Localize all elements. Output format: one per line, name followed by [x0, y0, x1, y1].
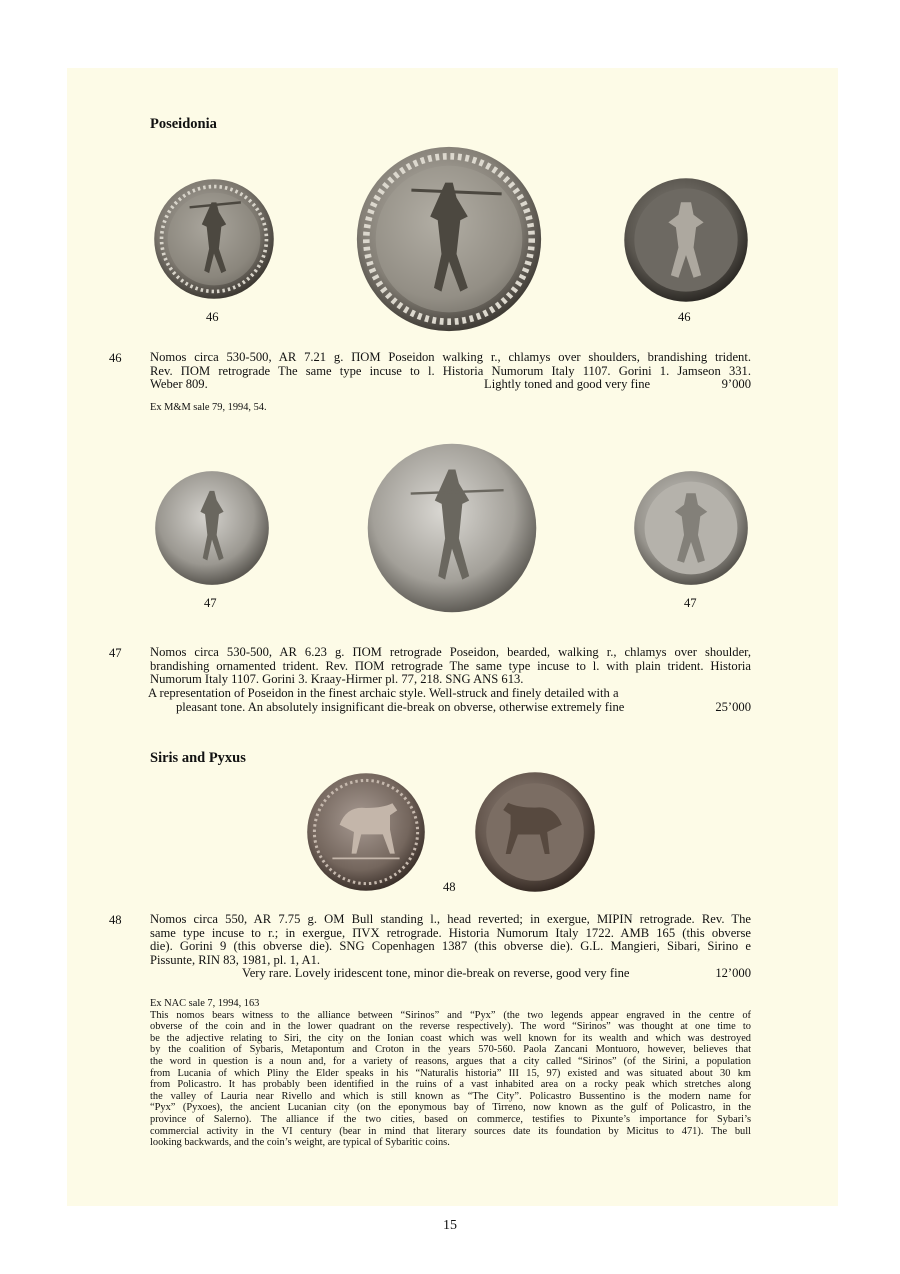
lot-number-48: 48: [109, 913, 122, 927]
lot-46-last-line: [150, 378, 751, 392]
lot-47-line: Numorum Italy 1107. Gorini 3. Kraay-Hirmer pl. 77, 218. SNG ANS 613.: [150, 672, 524, 687]
coin-label-47-left: 47: [204, 596, 217, 610]
coin-47-reverse: [631, 470, 751, 586]
lot-number-47: 47: [109, 646, 122, 660]
lot-46-reference-end: Weber 809.: [150, 377, 208, 392]
lot-48-note-line: by the coalition of Sybaris, Metapontum and Croton in the years 570-560. Paola Zancani Montuoro, however, believes that: [150, 1044, 751, 1056]
lot-48-price: 12’000: [715, 966, 751, 981]
lot-47-line: Nomos circa 530-500, AR 6.23 g. ΠΟΜ retrograde Poseidon, bearded, walking r., chlamys over shoulder,: [150, 645, 751, 659]
lot-48-note-line: This nomos bears witness to the alliance between “Sirinos” and “Pyx” (the two legends appear engraved in the centre of: [150, 1009, 751, 1021]
lot-46-grade: Lightly toned and good very fine: [484, 377, 651, 392]
lot-48-note-line: from Policastro. It has probably been identified in the ruins of a vast inhabited area on a rocky peak which stretches along: [150, 1079, 751, 1091]
lot-48-description: [150, 913, 751, 981]
page-number: 15: [443, 1218, 457, 1233]
coin-label-46-left: 46: [206, 310, 219, 324]
section-title-poseidonia: Poseidonia: [150, 116, 217, 132]
lot-48-line: same type incuse to r.; in exergue, ΠVX retrograde. Historia Numorum Italy 1722. AMB 165 (this obverse: [150, 925, 751, 940]
coin-47-obverse-small: [152, 470, 272, 586]
lot-48-note-line: commercial activity in the VI century (bear in mind that literary sources date its foundation by Micitus to 471). The bull: [150, 1125, 751, 1137]
coin-label-46-right: 46: [678, 310, 691, 324]
coin-label-48: 48: [443, 880, 456, 894]
lot-48-line: die). Gorini 9 (this obverse die). SNG Copenhagen 1387 (this obverse die). G.L. Mangieri, Sibari, Sirino e: [150, 939, 751, 954]
lot-48-note-line: looking backwards, and the coin’s weight, are typical of Sybaritic coins.: [150, 1137, 450, 1149]
coin-47-obverse-large: [362, 442, 542, 614]
lot-47-line: brandishing ornamented trident. Rev. ΠΟΜ retrograde The same type incuse to l. with plain trident. Historia: [150, 658, 751, 673]
lot-48-line: Pissunte, RIN 83, 1981, pl. 1, A1.: [150, 952, 321, 967]
coin-48-obverse: [305, 772, 427, 892]
lot-number-46: 46: [109, 351, 122, 365]
lot-46-description: [150, 351, 751, 392]
lot-48-note-line: from Lucania of which Pliny the Elder speaks in his “Naturalis historia” III 15, 97) existed and was situated about 30 km: [150, 1067, 751, 1079]
lot-46-line: Nomos circa 530-500, AR 7.21 g. ΠΟΜ Poseidon walking r., chlamys over shoulders, brandishing trident.: [150, 350, 751, 364]
lot-47-description: [150, 646, 751, 687]
coin-46-obverse-large: [354, 145, 544, 333]
coin-48-reverse: [474, 771, 596, 893]
lot-48-grade: Very rare. Lovely iridescent tone, minor die-break on reverse, good very fine: [242, 966, 630, 981]
lot-48-provenance: Ex NAC sale 7, 1994, 163: [150, 998, 260, 1009]
lot-47-grade: pleasant tone. An absolutely insignificant die-break on obverse, otherwise extremely fine: [176, 699, 625, 714]
lot-46-price: 9’000: [721, 377, 751, 392]
lot-48-note-line: “Pyx” (Pyxoes), the ancient Lucanian city (on the eponymous bay of Tirreno, now known as the gulf of Policastro, in the: [150, 1102, 751, 1114]
coin-46-obverse-small: [151, 178, 277, 300]
lot-47-comment-line-2: [148, 701, 751, 715]
lot-47-price: 25’000: [715, 699, 751, 714]
coin-46-reverse: [623, 177, 749, 303]
lot-48-note-line: the word in question is a noun and, for a variety of reasons, argues that a city called “Sirinos” (of the Sirini, a population: [150, 1055, 751, 1067]
lot-48-note-line: obverse of the coin and in the lower quadrant on the reverse respectively). The word “Sirinos” was thought at one time to: [150, 1021, 751, 1033]
coin-label-47-right: 47: [684, 596, 697, 610]
lot-48-note-line: province of Salerno). The alliance if the two cities, based on commerce, testifies to Pixunte’s importance for Sybari’s: [150, 1113, 751, 1125]
lot-47-comment-line-1: A representation of Poseidon in the finest archaic style. Well-struck and finely detailed with a: [148, 686, 619, 700]
section-title-siris: Siris and Pyxus: [150, 750, 246, 766]
lot-47-comment: [148, 687, 751, 714]
lot-46-provenance: Ex M&M sale 79, 1994, 54.: [150, 402, 267, 413]
lot-46-line: Rev. ΠΟΜ retrograde The same type incuse to l. Historia Numorum Italy 1107. Gorini 1. Jamseon 331.: [150, 363, 751, 378]
lot-48-notes: [150, 998, 751, 1149]
lot-48-note-line: be the adjective relating to Siri, the city on the Ionian coast which was well known for its wealth and which was destroyed: [150, 1032, 751, 1044]
lot-48-grade-row: [150, 967, 751, 981]
lot-48-line: Nomos circa 550, AR 7.75 g. OM Bull standing l., head reverted; in exergue, MIPIN retrograde. Rev. The: [150, 912, 751, 926]
lot-48-note-line: the valley of Lauria near Rivello and which is still known as “The City”. Policastro Bussentino is the modern name for: [150, 1090, 751, 1102]
